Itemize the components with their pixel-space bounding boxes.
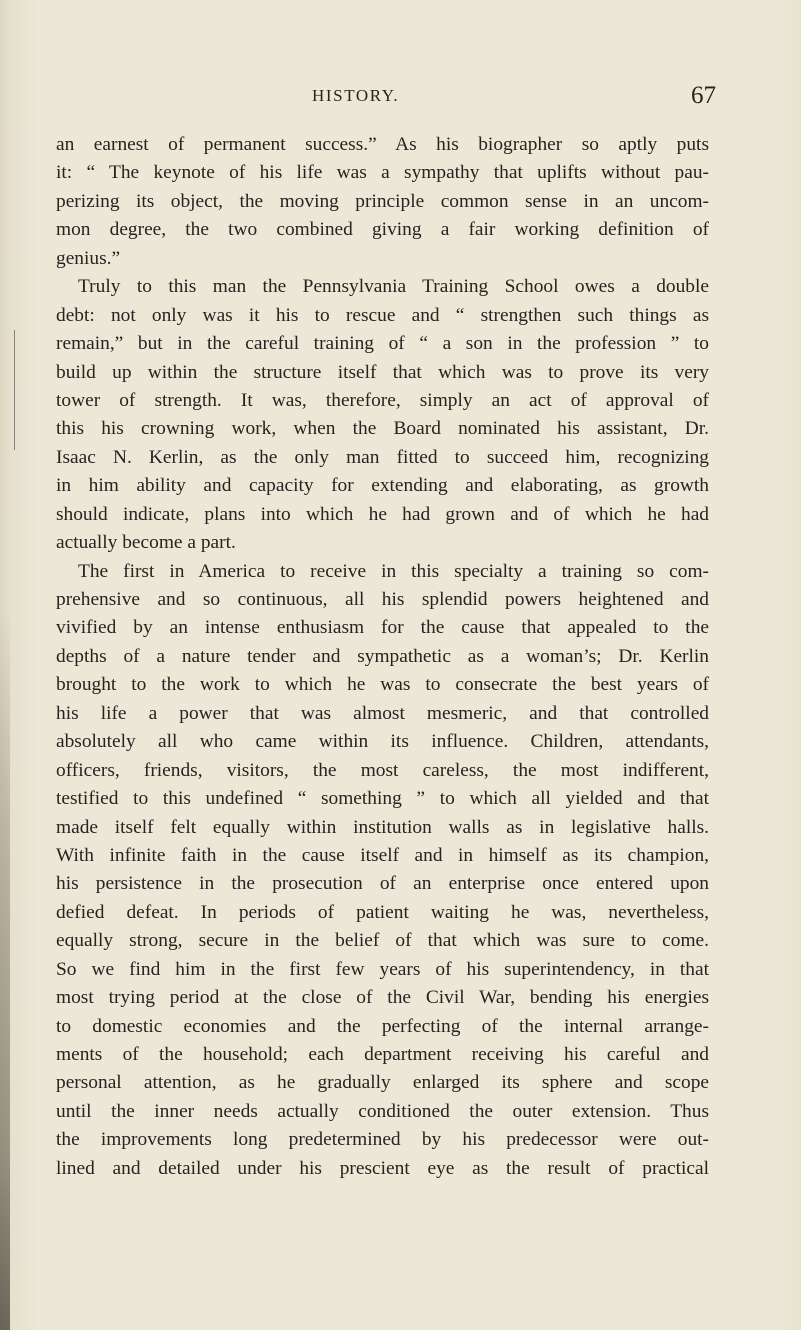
text-line: most trying period at the close of the Civil War, bending his energies — [56, 987, 709, 1009]
text-line: defied defeat. In periods of patient waiting he was, nevertheless, — [56, 901, 709, 923]
text-line: testified to this undefined “ something ” to which all yielded and that — [56, 788, 709, 810]
body-text — [56, 131, 709, 1183]
text-line: mon degree, the two combined giving a fair working definition of — [56, 219, 709, 241]
text-line: The first in America to receive in this specialty a training so com- — [78, 560, 709, 582]
text-line: absolutely all who came within its influence. Children, attendants, — [56, 731, 709, 753]
text-line: remain,” but in the careful training of “ a son in the profession ” to — [56, 333, 709, 355]
running-head: HISTORY. — [312, 86, 400, 105]
text-line: debt: not only was it his to rescue and “ strengthen such things as — [56, 304, 709, 326]
text-line: tower of strength. It was, therefore, simply an act of approval of — [56, 389, 709, 411]
text-line: personal attention, as he gradually enlarged its sphere and scope — [56, 1072, 709, 1094]
text-line: should indicate, plans into which he had grown and of which he had — [56, 503, 709, 525]
page-edge-mark — [14, 330, 19, 450]
text-line: With infinite faith in the cause itself and in himself as its champion, — [56, 844, 709, 866]
text-line: perizing its object, the moving principle common sense in an uncom- — [56, 190, 709, 212]
text-line: Isaac N. Kerlin, as the only man fitted to succeed him, recognizing — [56, 446, 709, 468]
text-line: build up within the structure itself that which was to prove its very — [56, 361, 709, 383]
text-line: Truly to this man the Pennsylvania Training School owes a double — [78, 276, 709, 298]
text-line: his life a power that was almost mesmeric, and that controlled — [56, 702, 709, 724]
text-line: equally strong, secure in the belief of that which was sure to come. — [56, 930, 709, 952]
text-line: to domestic economies and the perfecting of the internal arrange- — [56, 1015, 709, 1037]
text-line: an earnest of permanent success.” As his biographer so aptly puts — [56, 134, 709, 155]
page-header — [312, 84, 716, 112]
binding-gutter-shadow — [0, 610, 10, 1330]
text-line: brought to the work to which he was to consecrate the best years of — [56, 674, 709, 696]
text-line: prehensive and so continuous, all his splendid powers heightened and — [56, 589, 709, 610]
text-line: it: “ The keynote of his life was a sympathy that uplifts without pau- — [56, 162, 709, 184]
text-line: genius.” — [56, 247, 121, 269]
text-line: So we find him in the first few years of his superintendency, in that — [56, 958, 709, 980]
text-line: vivified by an intense enthusiasm for the cause that appealed to the — [56, 617, 709, 639]
text-line: officers, friends, visitors, the most careless, the most indifferent, — [56, 759, 709, 781]
text-line: lined and detailed under his prescient eye as the result of practical — [56, 1157, 709, 1179]
text-line: ments of the household; each department receiving his careful and — [56, 1044, 709, 1065]
text-line: in him ability and capacity for extending and elaborating, as growth — [56, 475, 709, 497]
text-line: actually become a part. — [56, 532, 236, 554]
page-number: 67 — [691, 82, 716, 109]
text-line: this his crowning work, when the Board nominated his assistant, Dr. — [56, 418, 709, 440]
text-line: made itself felt equally within institution walls as in legislative halls. — [56, 816, 709, 838]
text-line: the improvements long predetermined by his predecessor were out- — [56, 1129, 709, 1151]
text-line: his persistence in the prosecution of an enterprise once entered upon — [56, 873, 709, 895]
text-line: until the inner needs actually conditioned the outer extension. Thus — [56, 1100, 709, 1122]
text-line: depths of a nature tender and sympathetic as a woman’s; Dr. Kerlin — [56, 645, 709, 667]
